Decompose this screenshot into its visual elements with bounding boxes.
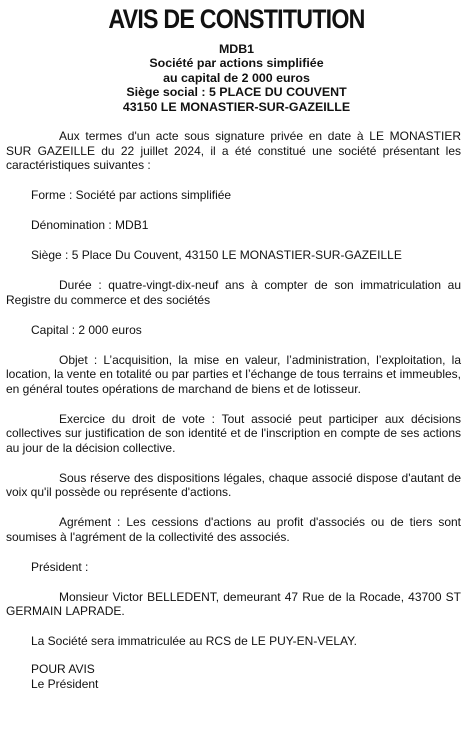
siege-line: Siège : 5 Place Du Couvent, 43150 LE MONASTIER-SUR-GAZEILLE [31,248,402,263]
pour-avis-text: POUR AVIS [31,662,95,677]
agrement-paragraph: Agrément : Les cessions d'actions au profit d'associés ou de tiers sont soumises à l'agrément de la collectivité des associés. [6,515,461,544]
company-city: 43150 LE MONASTIER-SUR-GAZEILLE [122,99,351,114]
company-name: MDB1 [218,42,255,56]
notice-body [6,129,467,691]
intro-paragraph: Aux termes d'un acte sous signature privée en date à LE MONASTIER SUR GAZEILLE du 22 juillet 2024, il a été constitué une société présentant les caractéristiques suivantes : [6,129,461,173]
vote-paragraph: Exercice du droit de vote : Tout associé peut participer aux décisions collectives sur justification de son identité et de l'inscription en compte de ses actions au jour de la décision collective. [6,411,461,455]
rcs-line: La Société sera immatriculée au RCS de LE PUY-EN-VELAY. [31,634,357,649]
president-paragraph: Monsieur Victor BELLEDENT, demeurant 47 Rue de la Rocade, 43700 ST GERMAIN LAPRADE. [6,589,461,619]
reserve-paragraph: Sous réserve des dispositions légales, chaque associé dispose d'autant de voix qu'il possède ou représente d'actions. [6,470,461,500]
forme-line: Forme : Société par actions simplifiée [31,188,232,203]
capital-line: Capital : 2 000 euros [31,322,142,337]
president-label: Président : [31,559,89,574]
notice-title: AVIS DE CONSTITUTION [108,4,365,34]
objet-paragraph: Objet : L’acquisition, la mise en valeur, l’administration, l’exploitation, la location, la vente en totalité ou par parties et l’échange de tous terrains et immeubles, en général toutes opérations de marchand de biens et de lotisseur. [6,352,461,396]
company-capital: au capital de 2 000 euros [163,70,310,85]
duree-paragraph: Durée : quatre-vingt-dix-neuf ans à compter de son immatriculation au Registre du commerce et des sociétés [6,278,461,307]
company-form: Société par actions simplifiée [149,56,324,71]
company-registered-office: Siège social : 5 PLACE DU COUVENT [126,85,347,100]
denomination-line: Dénomination : MDB1 [31,218,149,233]
president-signature-text: Le Président [31,676,99,691]
company-header [6,42,467,114]
signature-block [31,662,461,691]
